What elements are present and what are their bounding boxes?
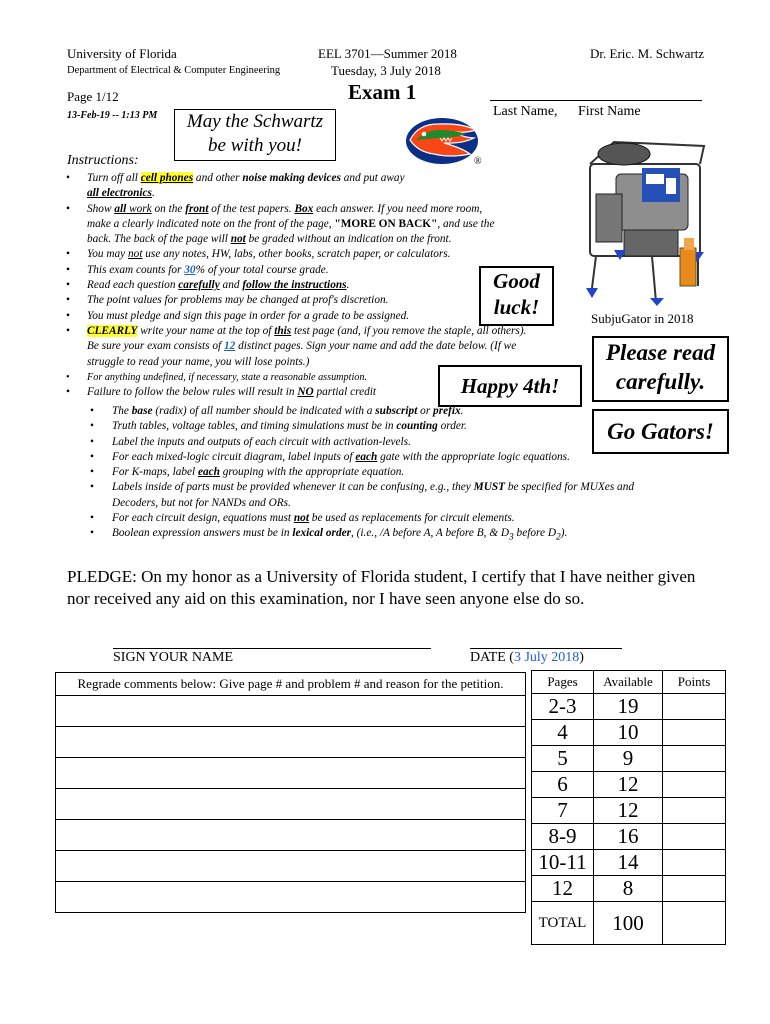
rule-text: be used as replacements for circuit elements. xyxy=(308,512,515,525)
rule-text: grouping with the appropriate equation. xyxy=(219,466,405,479)
instruction-text: Show xyxy=(87,202,115,215)
page-number: Page 1/12 xyxy=(67,89,119,104)
rule-item xyxy=(60,419,730,434)
rule-text: Labels inside of parts must be provided whenever it can be confusing, e.g., they xyxy=(112,481,474,494)
total-label: TOTAL xyxy=(532,902,594,945)
rule-item xyxy=(60,435,730,450)
pages-cell: 2-3 xyxy=(532,694,594,720)
available-cell: 12 xyxy=(594,772,663,798)
points-row xyxy=(532,798,726,824)
instruction-text: struggle to read your name, you will lose points.) xyxy=(87,355,310,368)
instruction-text: be graded without an indication on the front. xyxy=(245,233,452,246)
instruction-text: write your name at the top of xyxy=(137,324,275,337)
emphasis-12-pages: 12 xyxy=(224,340,236,353)
total-points-cell[interactable] xyxy=(663,902,726,945)
university-name: University of Florida xyxy=(67,46,177,61)
emphasis-each: each xyxy=(197,466,220,479)
available-cell: 10 xyxy=(594,720,663,746)
instruction-item xyxy=(60,171,600,202)
emphasis-not: not xyxy=(128,248,143,261)
good-text: Good xyxy=(493,269,540,293)
instructions-heading: Instructions: xyxy=(67,153,139,168)
pages-cell: 8-9 xyxy=(532,824,594,850)
instruction-text: Turn off all xyxy=(87,172,141,184)
sign-name-label: SIGN YOUR NAME xyxy=(113,650,234,665)
rule-text: Truth tables, voltage tables, and timing simulations must be in xyxy=(112,420,397,433)
emphasis-subscript: subscript xyxy=(375,405,418,417)
emphasis-cell-phones: cell phones xyxy=(140,172,194,184)
instruction-item xyxy=(60,278,600,293)
regrade-row[interactable] xyxy=(56,820,526,851)
emphasis-carefully: carefully xyxy=(178,279,220,292)
subscript-3: 3 xyxy=(509,532,514,543)
regrade-row[interactable] xyxy=(56,758,526,789)
points-cell[interactable] xyxy=(663,746,726,772)
points-cell[interactable] xyxy=(663,798,726,824)
pages-header: Pages xyxy=(532,671,594,694)
pages-cell: 10-11 xyxy=(532,850,594,876)
points-cell[interactable] xyxy=(663,850,726,876)
points-row xyxy=(532,824,726,850)
date-label-text: DATE ( xyxy=(470,650,514,665)
pages-cell: 5 xyxy=(532,746,594,772)
emphasis-all-electronics: all electronics xyxy=(87,187,152,200)
emphasis-not: not xyxy=(230,233,246,246)
points-header: Points xyxy=(663,671,726,694)
instruction-text: make a clearly indicated note on the front of the page, xyxy=(87,217,335,230)
points-table xyxy=(531,670,726,945)
instruction-item xyxy=(60,247,600,262)
regrade-row[interactable] xyxy=(56,789,526,820)
available-cell: 14 xyxy=(594,850,663,876)
registered-mark: ® xyxy=(474,156,482,167)
regrade-row[interactable] xyxy=(56,882,526,913)
emphasis-follow-instructions: follow the instructions xyxy=(242,279,347,292)
rule-text: before D xyxy=(513,527,556,540)
instruction-text: % of your total course grade. xyxy=(195,263,329,276)
rule-text: For each circuit design, equations must xyxy=(112,512,294,525)
go-gators-callout: Go Gators! xyxy=(592,409,729,454)
instructions-list xyxy=(60,171,600,400)
rules-sublist xyxy=(60,404,730,546)
instruction-text: of the test papers. xyxy=(208,202,295,215)
pledge-line-1: PLEDGE: On my honor as a University of Florida student, I certify that I have neither given xyxy=(67,567,696,586)
rule-text: Label the inputs and outputs of each circuit with activation-levels. xyxy=(112,435,411,448)
emphasis-all: all xyxy=(114,202,127,215)
rule-item xyxy=(60,465,730,480)
pledge-text xyxy=(67,566,747,610)
instruction-item xyxy=(60,309,600,324)
instruction-text: This exam counts for xyxy=(87,263,185,276)
emphasis-front: front xyxy=(185,202,209,215)
instruction-text: back. The back of the page will xyxy=(87,233,231,246)
emphasis-no: NO xyxy=(297,386,314,399)
last-name-label: Last Name, xyxy=(493,104,558,119)
total-available: 100 xyxy=(594,902,663,945)
schwartz-line-1: May the Schwartz xyxy=(186,111,324,132)
instruction-text: . xyxy=(346,279,350,292)
schwartz-callout xyxy=(174,109,336,161)
gator-logo xyxy=(404,112,488,170)
instruction-text: For anything undefined, if necessary, state a reasonable assumption. xyxy=(87,371,368,383)
instruction-item xyxy=(60,324,600,370)
regrade-row[interactable] xyxy=(56,727,526,758)
rule-item xyxy=(60,450,730,465)
instruction-text: each answer. If you need more room, xyxy=(313,202,483,215)
emphasis-work: work xyxy=(126,202,152,215)
available-cell: 16 xyxy=(594,824,663,850)
instruction-text: on the xyxy=(151,202,186,215)
instruction-text: . xyxy=(151,187,155,200)
pledge-line-2: nor received any aid on this examination, nor I have seen anyone else do so. xyxy=(67,589,585,608)
pages-cell: 4 xyxy=(532,720,594,746)
first-name-label: First Name xyxy=(578,104,641,119)
rule-text: (radix) of all number should be indicated with a xyxy=(152,405,376,417)
instruction-item xyxy=(60,370,600,385)
date-line[interactable] xyxy=(470,648,622,649)
instruction-text: test page (and, if you remove the staple, all others). xyxy=(291,324,527,337)
rule-text: The xyxy=(112,405,132,417)
emphasis-each: each xyxy=(355,450,378,463)
course-name: EEL 3701—Summer 2018 xyxy=(318,46,457,61)
available-cell: 19 xyxy=(594,694,663,720)
emphasis-more-on-back: "MORE ON BACK" xyxy=(334,217,438,230)
rule-text: For each mixed-logic circuit diagram, label inputs of xyxy=(112,450,356,463)
happy-4th-callout: Happy 4th! xyxy=(438,365,582,407)
available-cell: 9 xyxy=(594,746,663,772)
instruction-text: and other xyxy=(193,172,243,184)
instruction-text: Be sure your exam consists of xyxy=(87,340,225,353)
regrade-header: Regrade comments below: Give page # and problem # and reason for the petition. xyxy=(56,673,526,696)
emphasis-box: Box xyxy=(294,202,314,215)
please-read-callout xyxy=(592,336,729,402)
robot-caption: SubjuGator in 2018 xyxy=(591,311,694,326)
date-label-close: ) xyxy=(579,650,584,665)
date-value: 3 July 2018 xyxy=(513,650,580,665)
emphasis-this: this xyxy=(274,324,292,337)
name-line xyxy=(490,100,702,101)
instruction-text: You must pledge and sign this page in order for a grade to be assigned. xyxy=(87,309,410,322)
timestamp: 13-Feb-19 -- 1:13 PM xyxy=(67,110,158,121)
luck-text: luck! xyxy=(493,295,540,319)
instruction-text: The point values for problems may be changed at prof's discretion. xyxy=(87,294,389,307)
points-row xyxy=(532,746,726,772)
points-cell[interactable] xyxy=(663,772,726,798)
instruction-item xyxy=(60,293,600,308)
points-row xyxy=(532,694,726,720)
points-row xyxy=(532,876,726,902)
regrade-row[interactable] xyxy=(56,696,526,727)
pages-cell: 6 xyxy=(532,772,594,798)
professor-name: Dr. Eric. M. Schwartz xyxy=(590,46,705,61)
rule-text: For K-maps, label xyxy=(112,466,198,479)
rule-text: ). xyxy=(560,527,568,540)
emphasis-clearly: CLEARLY xyxy=(87,324,138,337)
rule-text: order. xyxy=(437,420,467,433)
emphasis-lexical-order: lexical order xyxy=(292,527,351,540)
rule-text: , (i.e., /A before A, A before B, & D xyxy=(351,527,510,540)
points-cell[interactable] xyxy=(663,694,726,720)
instruction-text: distinct pages. Sign your name and add the date below. (If we xyxy=(235,340,517,353)
department-name: Department of Electrical & Computer Engineering xyxy=(67,65,281,76)
rule-text: be specified for MUXes and xyxy=(505,481,634,494)
instruction-text: Failure to follow the below rules will result in xyxy=(87,386,298,399)
please-read-line-1: Please read xyxy=(605,340,716,365)
please-read-line-2: carefully. xyxy=(615,369,706,394)
exam-title: Exam 1 xyxy=(348,80,417,104)
emphasis-counting: counting xyxy=(396,420,438,433)
points-row xyxy=(532,772,726,798)
instruction-text: , and use the xyxy=(437,217,495,230)
points-row xyxy=(532,850,726,876)
instruction-text: You may xyxy=(87,248,129,261)
rule-text: . xyxy=(460,405,464,417)
emphasis-must: MUST xyxy=(473,481,506,494)
available-cell: 8 xyxy=(594,876,663,902)
instruction-text: Read each question xyxy=(87,279,179,292)
rule-text: Decoders, but not for NANDs and ORs. xyxy=(112,496,291,509)
pages-cell: 12 xyxy=(532,876,594,902)
rule-item xyxy=(60,480,730,511)
rule-text: or xyxy=(417,405,434,417)
subscript-2: 2 xyxy=(555,532,561,543)
instruction-item xyxy=(60,202,600,248)
instruction-item xyxy=(60,385,600,400)
rule-item xyxy=(60,526,730,546)
rule-item xyxy=(60,511,730,526)
regrade-row[interactable] xyxy=(56,851,526,882)
emphasis-not: not xyxy=(293,512,309,525)
exam-date: Tuesday, 3 July 2018 xyxy=(331,63,441,78)
regrade-table xyxy=(55,672,526,913)
total-row xyxy=(532,902,726,945)
instruction-item xyxy=(60,263,600,278)
schwartz-line-2: be with you! xyxy=(208,135,302,156)
pages-cell: 7 xyxy=(532,798,594,824)
rule-text: gate with the appropriate logic equations. xyxy=(377,450,570,463)
instruction-text: and xyxy=(219,279,243,292)
instruction-text: partial credit xyxy=(313,386,377,399)
points-cell[interactable] xyxy=(663,876,726,902)
points-cell[interactable] xyxy=(663,720,726,746)
rule-item xyxy=(60,404,730,419)
emphasis-30-percent: 30 xyxy=(184,263,196,276)
available-cell: 12 xyxy=(594,798,663,824)
instruction-text: and put away xyxy=(340,172,405,184)
emphasis-noise-devices: noise making devices xyxy=(242,172,341,184)
date-label xyxy=(470,650,584,666)
rule-text: Boolean expression answers must be in xyxy=(112,527,293,540)
instruction-text: use any notes, HW, labs, other books, scratch paper, or calculators. xyxy=(142,248,451,261)
available-header: Available xyxy=(594,671,663,694)
emphasis-prefix: prefix xyxy=(433,405,461,417)
emphasis-base: base xyxy=(131,405,153,417)
points-row xyxy=(532,720,726,746)
signature-line[interactable] xyxy=(113,648,431,649)
points-cell[interactable] xyxy=(663,824,726,850)
